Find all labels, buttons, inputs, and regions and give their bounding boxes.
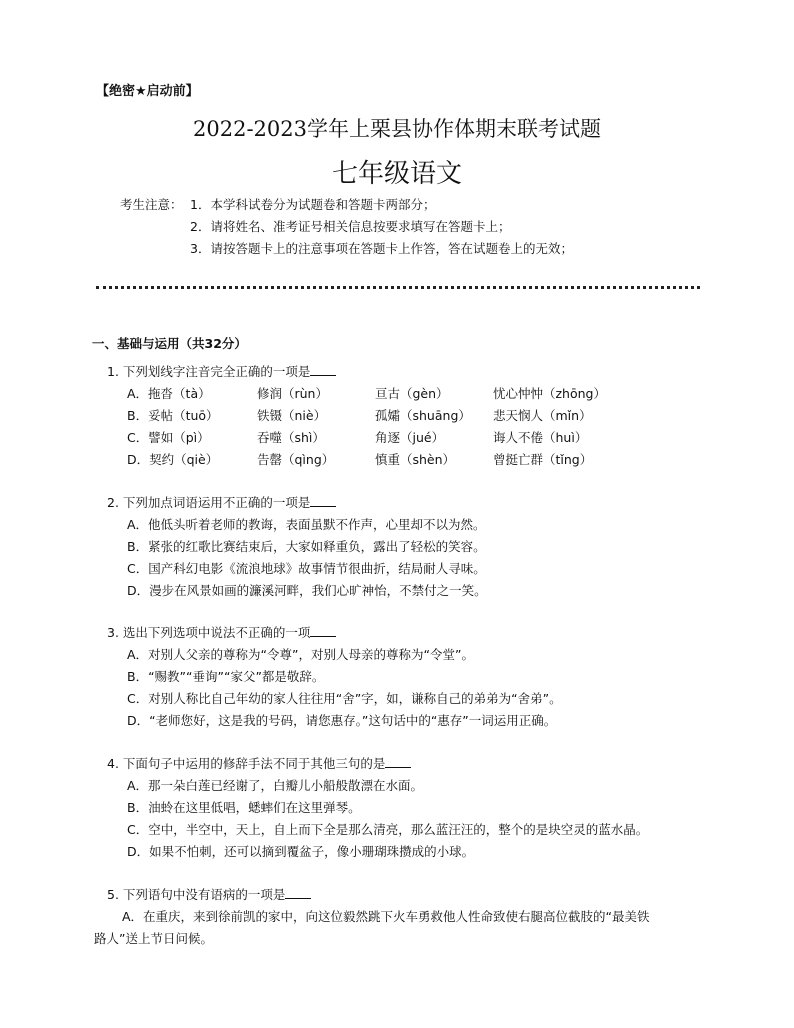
option-c-1: C．譬如（pì） — [127, 430, 210, 445]
question-5 — [107, 884, 707, 906]
option-c: C．空中，半空中，天上，自上而下全是那么清亮，那么蓝汪汪的，整个的是块空灵的蓝水晶。 — [127, 822, 649, 837]
answer-blank — [385, 755, 411, 768]
exam-subject: 七年级语文 — [331, 159, 462, 189]
option-b-4: 悲天悯人（mǐn） — [493, 408, 592, 423]
option-a-1: A．拖沓（tà） — [127, 386, 211, 401]
option-a: A．那一朵白莲已经谢了，白瓣儿小船般散漂在水面。 — [127, 778, 424, 793]
notice-item: 2．请将姓名、准考证号相关信息按要求填写在答题卡上； — [190, 219, 511, 234]
exam-title: 2022-2023学年上栗县协作体期末联考试题 — [193, 117, 601, 141]
option-b-1: B．妥帖（tuō） — [127, 408, 219, 423]
answer-blank — [310, 494, 336, 507]
notice-item: 3．请按答题卡上的注意事项在答题卡上作答，答在试题卷上的无效； — [190, 241, 573, 256]
answer-blank — [310, 624, 336, 637]
notice-item: 1．本学科试卷分为试题卷和答题卡两部分； — [190, 197, 436, 212]
option-a: A．他低头听着老师的教诲，表面虽默不作声，心里却不以为然。 — [127, 517, 486, 532]
question-stem: 2. 下列加点词语运用不正确的一项是 — [107, 495, 311, 510]
question-1 — [107, 361, 653, 471]
option-a-3: 亘古（gèn） — [375, 386, 449, 401]
option-a: A．在重庆，来到徐前凯的家中，向这位毅然跳下火车勇救他人性命致使右腿高位截肢的“最美铁 — [122, 909, 650, 924]
option-a-2: 修润（rùn） — [257, 386, 328, 401]
option-d-2: 告罄（qìng） — [257, 452, 335, 467]
question-3 — [107, 622, 562, 732]
question-stem: 4. 下面句子中运用的修辞手法不同于其他三句的是 — [107, 756, 386, 771]
dotted-divider — [96, 286, 700, 289]
question-4 — [107, 753, 648, 863]
question-stem: 3. 选出下列选项中说法不正确的一项 — [107, 625, 311, 640]
option-d-3: 慎重（shèn） — [375, 452, 456, 467]
candidate-notice — [120, 194, 573, 260]
option-c: C．对别人称比自己年幼的家人往往用“舍”字，如，谦称自己的弟弟为“舍弟”。 — [127, 691, 562, 706]
option-b-2: 铁镊（niè） — [257, 408, 327, 423]
option-d-4: 曾挺亡群（tǐng） — [493, 452, 593, 467]
option-b: B．“赐教”“垂询”“家父”都是敬辞。 — [127, 669, 325, 684]
answer-blank — [285, 886, 311, 899]
option-c-3: 角逐（jué） — [375, 430, 445, 445]
question-stem: 5. 下列语句中没有语病的一项是 — [107, 887, 286, 902]
option-b-3: 孤孀（shuāng） — [375, 408, 471, 423]
option-c-2: 吞噬（shì） — [257, 430, 325, 445]
q1-options — [127, 383, 653, 471]
option-a-continued: 路人”送上节日问候。 — [94, 931, 213, 946]
question-2 — [107, 492, 487, 602]
option-d: D．漫步在风景如画的濂溪河畔，我们心旷神怡，不禁付之一笑。 — [127, 583, 487, 598]
option-b: B．紧张的红歌比赛结束后，大家如释重负，露出了轻松的笑容。 — [127, 539, 486, 554]
option-a-4: 忧心忡忡（zhōng） — [493, 386, 606, 401]
option-d: D．如果不怕刺，还可以摘到覆盆子，像小珊瑚珠攒成的小球。 — [127, 844, 475, 859]
option-c-4: 诲人不倦（huì） — [493, 430, 588, 445]
section-heading: 一、基础与运用（共32分） — [92, 336, 247, 351]
question-stem: 1. 下列划线字注音完全正确的一项是 — [107, 364, 311, 379]
option-d-1: D．契约（qiè） — [127, 452, 219, 467]
option-c: C．国产科幻电影《流浪地球》故事情节很曲折，结局耐人寻味。 — [127, 561, 486, 576]
option-a: A．对别人父亲的尊称为“令尊”，对别人母亲的尊称为“令堂”。 — [127, 647, 474, 662]
option-d: D．“老师您好，这是我的号码，请您惠存。”这句话中的“惠存”一词运用正确。 — [127, 713, 557, 728]
notice-label: 考生注意： — [120, 197, 183, 212]
confidential-label: 【绝密★启动前】 — [96, 84, 199, 99]
option-b: B．油蛉在这里低唱，蟋蟀们在这里弹琴。 — [127, 800, 361, 815]
answer-blank — [310, 363, 336, 376]
